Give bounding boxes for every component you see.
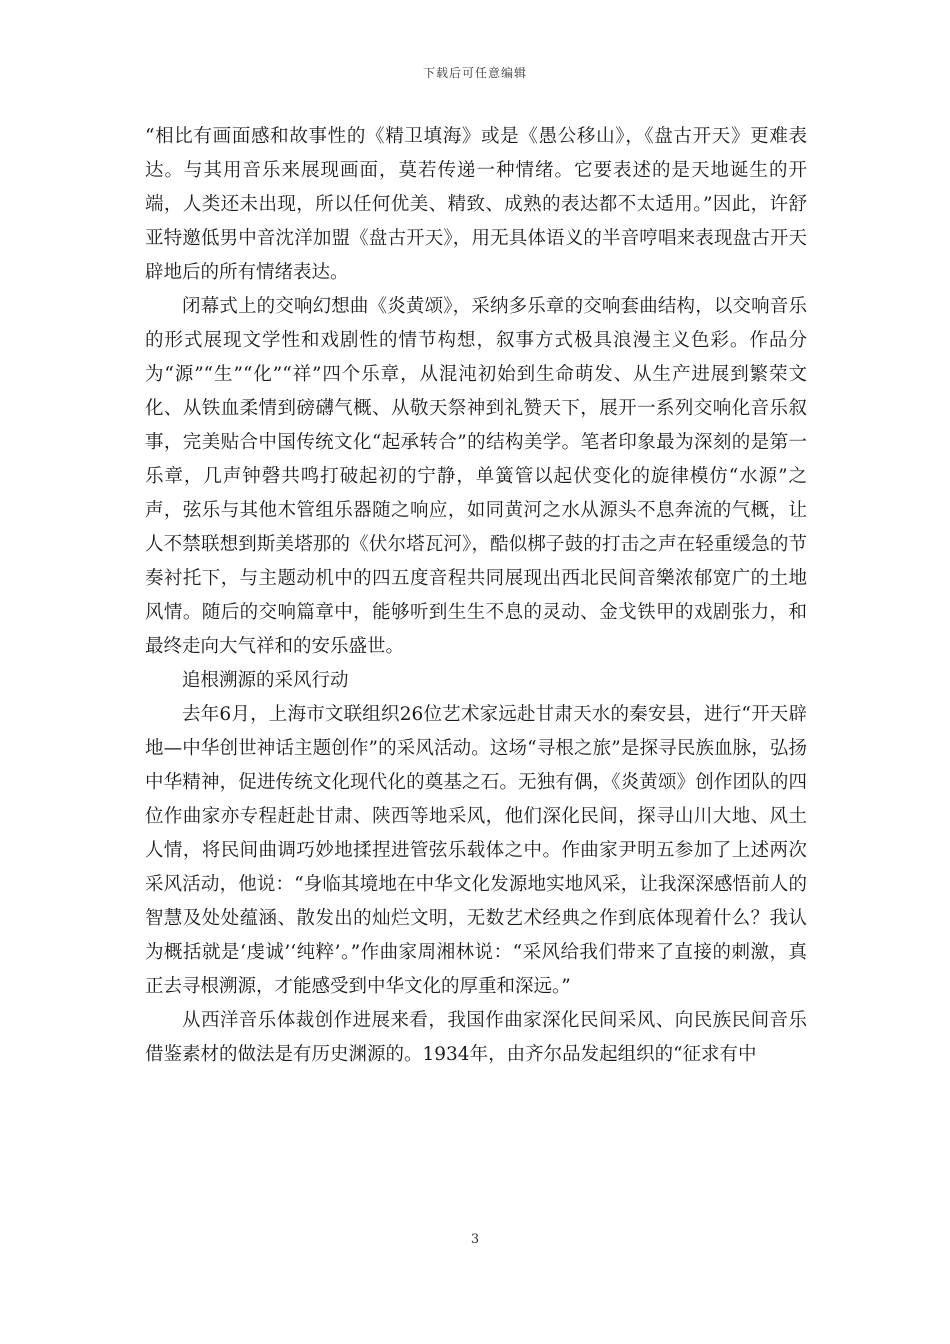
paragraph-quote-pangu: “相比有画面感和故事性的《精卫填海》或是《愚公移山》，《盘古开天》更难表达。与其用音乐来展现画面，莫若传递一种情绪。它要表述的是天地诞生的开端，人类还未出现，所以任何优美、精致、成熟的表达都不太适用。”因此，许舒亚特邀低男中音沈洋加盟《盘古开天》，用无具体语义的半音哼唱来表现盘古开天辟地后的所有情绪表达。	[145, 126, 807, 283]
page-header-note: 下载后可任意编辑	[422, 66, 527, 80]
section-heading-field-collection: 追根溯源的采风行动	[182, 670, 349, 691]
paragraph-western-music-history: 从西洋音乐体裁创作进展来看，我国作曲家深化民间采风、向民族民间音乐借鉴素材的做法是有历史渊源的。1934年，由齐尔品发起组织的“征求有中	[145, 1010, 807, 1065]
document-body	[145, 120, 807, 1072]
paragraph-yanhuang-symphony: 闭幕式上的交响幻想曲《炎黄颂》，采纳多乐章的交响套曲结构，以交响音乐的形式展现文学性和戏剧性的情节构想，叙事方式极具浪漫主义色彩。作品分为“源”“生”“化”“祥”四个乐章，从混沌初始到生命萌发、从生产进展到繁荣文化、从铁血柔情到磅礴气概、从敬天祭神到礼赞天下，展开一系列交响化音乐叙事，完美贴合中国传统文化“起承转合”的结构美学。笔者印象最为深刻的是第一乐章，几声钟磬共鸣打破起初的宁静，单簧管以起伏变化的旋律模仿“水源”之声，弦乐与其他木管组乐器随之响应，如同黄河之水从源头不息奔流的气概，让人不禁联想到斯美塔那的《伏尔塔瓦河》，酷似梆子鼓的打击之声在轻重缓急的节奏衬托下，与主题动机中的四五度音程共同展现出西北民间音樂浓郁宽广的土地风情。随后的交响篇章中，能够听到生生不息的灵动、金戈铁甲的戏剧张力，和最终走向大气祥和的安乐盛世。	[145, 296, 807, 657]
page-number: 3	[470, 1232, 480, 1247]
paragraph-field-trip: 去年6月，上海市文联组织26位艺术家远赴甘肃天水的秦安县，进行“开天辟地—中华创世神话主题创作”的采风活动。这场“寻根之旅”是探寻民族血脉，弘扬中华精神，促进传统文化现代化的奠基之石。无独有偶，《炎黄颂》创作团队的四位作曲家亦专程赶赴甘肃、陕西等地采风，他们深化民间，探寻山川大地、风土人情，将民间曲调巧妙地揉捏进管弦乐载体之中。作曲家尹明五参加了上述两次采风活动，他说：“身临其境地在中华文化发源地实地风采，让我深深感悟前人的智慧及处处蕴涵、散发出的灿烂文明，无数艺术经典之作到底体现着什么？我认为概括就是‘虔诚’‘纯粹’。”作曲家周湘林说：“采风给我们带来了直接的刺激，真正去寻根溯源，才能感受到中华文化的厚重和深远。”	[145, 704, 807, 997]
